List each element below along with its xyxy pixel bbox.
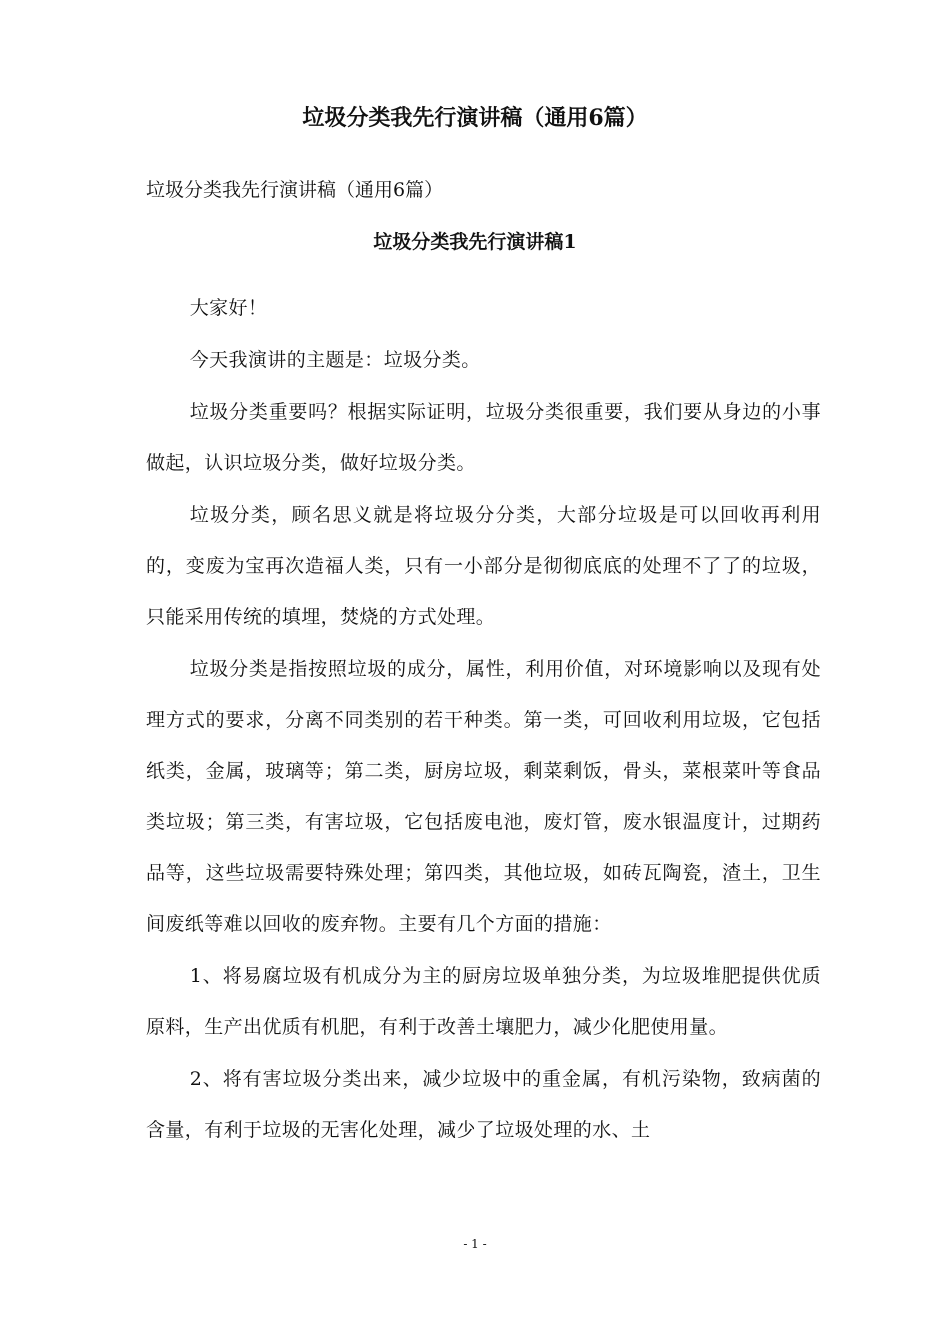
paragraph-definition: 垃圾分类，顾名思义就是将垃圾分分类，大部分垃圾是可以回收再利用的，变废为宝再次造福人类，只有一小部分是彻彻底底的处理不了了的垃圾，只能采用传统的填埋，焚烧的方式处理。 — [146, 504, 821, 628]
paragraph-greeting: 大家好！ — [189, 297, 268, 319]
document-subtitle: 垃圾分类我先行演讲稿（通用6篇） — [146, 179, 444, 201]
section-heading: 垃圾分类我先行演讲稿1 — [373, 231, 577, 253]
document-title: 垃圾分类我先行演讲稿（通用6篇） — [302, 105, 648, 131]
paragraph-measure-2: 2、将有害垃圾分类出来，减少垃圾中的重金属，有机污染物，致病菌的含量，有利于垃圾的无害化处理，减少了垃圾处理的水、土 — [146, 1068, 821, 1141]
paragraph-measure-1: 1、将易腐垃圾有机成分为主的厨房垃圾单独分类，为垃圾堆肥提供优质原料，生产出优质有机肥，有利于改善土壤肥力，减少化肥使用量。 — [146, 965, 821, 1038]
paragraph-topic: 今天我演讲的主题是：垃圾分类。 — [189, 349, 481, 371]
speech-body — [146, 283, 821, 1157]
paragraph-categories: 垃圾分类是指按照垃圾的成分，属性，利用价值，对环境影响以及现有处理方式的要求，分离不同类别的若干种类。第一类，可回收利用垃圾，它包括纸类，金属，玻璃等；第二类，厨房垃圾，剩菜剩饭，骨头，菜根菜叶等食品类垃圾；第三类，有害垃圾，它包括废电池，废灯管，废水银温度计，过期药品等，这些垃圾需要特殊处理；第四类，其他垃圾，如砖瓦陶瓷，渣土，卫生间废纸等难以回收的废弃物。主要有几个方面的措施： — [146, 658, 821, 935]
page-number: - 1 - — [463, 1237, 487, 1251]
paragraph-importance: 垃圾分类重要吗？根据实际证明，垃圾分类很重要，我们要从身边的小事做起，认识垃圾分类，做好垃圾分类。 — [146, 401, 821, 474]
